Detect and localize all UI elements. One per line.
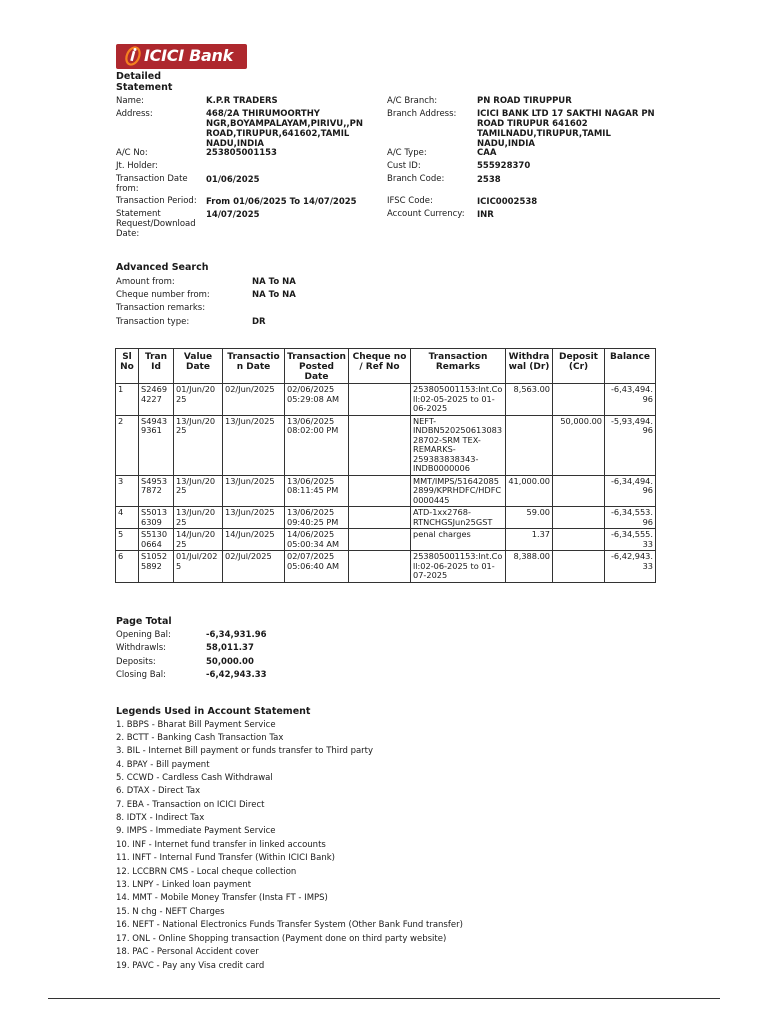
deposits-value: 50,000.00 [206,657,254,667]
statement-date-value: 14/07/2025 [206,210,260,220]
advanced-search-title: Advanced Search [116,262,209,273]
custid-value: 555928370 [477,161,531,171]
address-label: Address: [116,109,153,119]
legend-item: 9. IMPS - Immediate Payment Service [116,826,276,836]
type-label: Transaction type: [116,317,190,327]
table-row: 1 S24694227 01/Jun/2025 02/Jun/2025 02/06/2025 05:29:08 AM 253805001153:Int.Coll:02-05-2025 to 01-06-2025 8,563.00 -6,43,494.96 [116,384,656,416]
table-header-row [116,349,656,384]
header-sl: Sl No [116,349,139,384]
actype-label: A/C Type: [387,148,427,158]
opening-value: -6,34,931.96 [206,630,267,640]
branch-value: PN ROAD TIRUPPUR [477,96,572,106]
header-ref: Cheque no / Ref No [349,349,411,384]
legend-item: 7. EBA - Transaction on ICICI Direct [116,800,265,810]
legend-item: 6. DTAX - Direct Tax [116,786,201,796]
withdrawls-label: Withdrawls: [116,643,167,653]
remarks-label: Transaction remarks: [116,303,206,313]
header-tran-id: Tran Id [139,349,174,384]
name-value: K.P.R TRADERS [206,96,278,106]
page-total-title: Page Total [116,616,172,627]
opening-label: Opening Bal: [116,630,171,640]
legend-item: 5. CCWD - Cardless Cash Withdrawal [116,773,273,783]
legend-item: 17. ONL - Online Shopping transaction (Payment done on third party website) [116,934,447,944]
legend-item: 18. PAC - Personal Accident cover [116,947,259,957]
header-value-date: Value Date [174,349,223,384]
branch-code-value: 2538 [477,175,501,185]
amount-value: NA To NA [252,277,296,287]
header-txn-date: Transaction Date [223,349,285,384]
transactions-table [115,348,656,583]
statement-date-label: Statement Request/Download Date: [116,209,196,239]
table-row: 2 S49439361 13/Jun/2025 13/Jun/2025 13/06/2025 08:02:00 PM NEFT-INDBN52025061308328702-SRM TEX-REMARKS-259383838343-INDB0000006 50,000.00 -5,93,494.96 [116,415,656,475]
table-row: 3 S49537872 13/Jun/2025 13/Jun/2025 13/06/2025 08:11:45 PM MMT/IMPS/516420852899/KPRHDFC/HDFC0000445 41,000.00 -6,34,494.96 [116,475,656,507]
icici-emblem-icon [122,45,144,67]
legend-item: 8. IDTX - Indirect Tax [116,813,205,823]
currency-label: Account Currency: [387,209,465,219]
legend-item: 1. BBPS - Bharat Bill Payment Service [116,720,276,730]
branch-label: A/C Branch: [387,96,438,106]
ifsc-label: IFSC Code: [387,196,433,206]
legend-item: 11. INFT - Internal Fund Transfer (Within ICICI Bank) [116,853,335,863]
header-remarks: Transaction Remarks [411,349,506,384]
closing-value: -6,42,943.33 [206,670,267,680]
header-posted-date: Transaction Posted Date [285,349,349,384]
cheque-label: Cheque number from: [116,290,210,300]
actype-value: CAA [477,148,497,158]
header-deposit: Deposit (Cr) [553,349,605,384]
txn-period-label: Transaction Period: [116,196,197,206]
legend-item: 10. INF - Internet fund transfer in linked accounts [116,840,326,850]
name-label: Name: [116,96,144,106]
legend-item: 13. LNPY - Linked loan payment [116,880,252,890]
table-row: 5 S51300664 14/Jun/2025 14/Jun/2025 14/06/2025 05:00:34 AM penal charges 1.37 -6,34,555.33 [116,529,656,551]
legend-item: 4. BPAY - Bill payment [116,760,210,770]
document-title: Detailed Statement [116,71,173,93]
legend-item: 2. BCTT - Banking Cash Transaction Tax [116,733,284,743]
legend-item: 15. N chg - NEFT Charges [116,907,225,917]
branch-address-label: Branch Address: [387,109,457,119]
closing-label: Closing Bal: [116,670,167,680]
txn-period-value: From 01/06/2025 To 14/07/2025 [206,197,357,207]
legend-item: 3. BIL - Internet Bill payment or funds transfer to Third party [116,746,374,756]
currency-value: INR [477,210,494,220]
legend-item: 19. PAVC - Pay any Visa credit card [116,961,265,971]
logo-text: ICICI Bank [144,46,233,65]
acno-value: 253805001153 [206,148,277,158]
type-value: DR [252,317,266,327]
amount-label: Amount from: [116,277,175,287]
withdrawls-value: 58,011.37 [206,643,254,653]
acno-label: A/C No: [116,148,148,158]
txn-date-from-label: Transaction Date from: [116,174,188,194]
branch-code-label: Branch Code: [387,174,445,184]
header-withdrawal: Withdrawal (Dr) [506,349,553,384]
footer-divider [48,998,720,999]
legend-item: 12. LCCBRN CMS - Local cheque collection [116,867,297,877]
cheque-value: NA To NA [252,290,296,300]
branch-address-value: ICICI BANK LTD 17 SAKTHI NAGAR PN ROAD TIRUPUR 641602 TAMILNADU,TIRUPUR,TAMIL NADU,INDIA [477,109,655,149]
address-value: 468/2A THIRUMOORTHY NGR,BOYAMPALAYAM,PIRIVU,,PN ROAD,TIRUPUR,641602,TAMIL NADU,INDIA [206,109,364,149]
table-row: 4 S50136309 13/Jun/2025 13/Jun/2025 13/06/2025 09:40:25 PM ATD-1xx2768-RTNCHGSJun25GST 59.00 -6,34,553.96 [116,507,656,529]
legends-title: Legends Used in Account Statement [116,706,311,717]
deposits-label: Deposits: [116,657,156,667]
jtholder-label: Jt. Holder: [116,161,159,171]
header-balance: Balance [605,349,656,384]
ifsc-value: ICIC0002538 [477,197,538,207]
icici-logo [116,44,247,69]
table-row: 6 S10525892 01/Jul/2025 02/Jul/2025 02/07/2025 05:06:40 AM 253805001153:Int.Coll:02-06-2025 to 01-07-2025 8,388.00 -6,42,943.33 [116,551,656,583]
txn-date-from-value: 01/06/2025 [206,175,260,185]
legend-item: 16. NEFT - National Electronics Funds Transfer System (Other Bank Fund transfer) [116,920,463,930]
legend-item: 14. MMT - Mobile Money Transfer (Insta FT - IMPS) [116,893,328,903]
custid-label: Cust ID: [387,161,421,171]
